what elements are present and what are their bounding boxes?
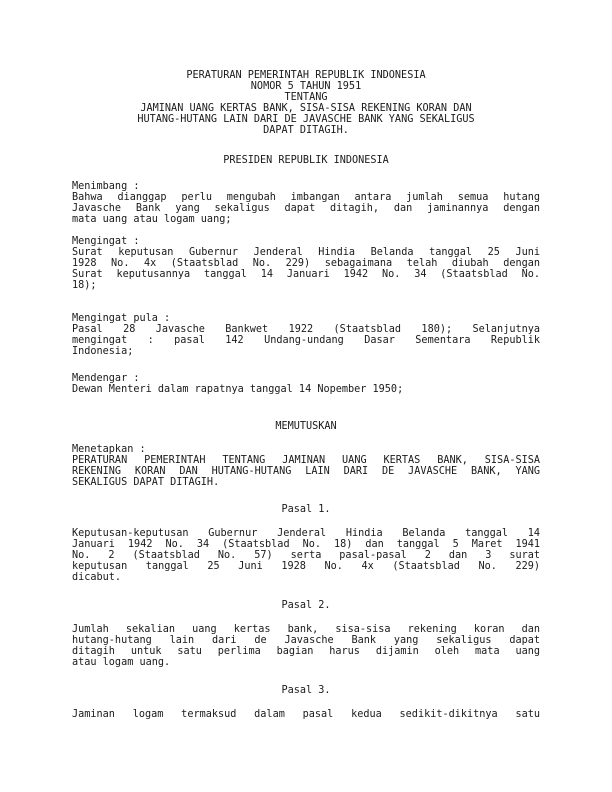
text-line: Bahwa dianggap perlu mengubah imbangan antara jumlah semua hutang (72, 192, 540, 203)
mengingat-pula-label: Mengingat pula : (72, 313, 171, 324)
president-heading: PRESIDEN REPUBLIK INDONESIA (223, 155, 389, 166)
text-line: No. 2 (Staatsblad No. 57) serta pasal-pasal 2 dan 3 surat (72, 550, 540, 561)
pasal-1-title: Pasal 1. (281, 504, 331, 515)
mendengar-text: Dewan Menteri dalam rapatnya tanggal 14 Nopember 1950; (72, 384, 404, 395)
pasal-1-text (72, 528, 540, 583)
text-line: keputusan tanggal 25 Juni 1928 No. 4x (Staatsblad No. 229) (72, 561, 540, 572)
memutuskan-heading: MEMUTUSKAN (275, 421, 337, 432)
mendengar-section (72, 373, 540, 395)
text-line: ditagih untuk satu perlima bagian harus dijamin oleh mata uang (72, 646, 540, 657)
menimbang-section (72, 181, 540, 225)
text-line: mengingat : pasal 142 Undang-undang Dasar Sementara Republik (72, 335, 540, 346)
menetapkan-text (72, 455, 540, 488)
menimbang-text (72, 192, 540, 225)
text-line: Pasal 28 Javasche Bankwet 1922 (Staatsblad 180); Selanjutnya (72, 324, 540, 335)
header-subject-line: JAMINAN UANG KERTAS BANK, SISA-SISA REKENING KORAN DAN (140, 103, 472, 114)
menetapkan-section (72, 444, 540, 488)
text-line: Surat keputusan Gubernur Jenderal Hindia Belanda tanggal 25 Juni (72, 247, 540, 258)
pasal-2-title: Pasal 2. (281, 600, 331, 611)
text-line: atau logam uang. (72, 657, 171, 668)
text-line: SEKALIGUS DAPAT DITAGIH. (72, 477, 220, 488)
mendengar-label: Mendengar : (72, 373, 140, 384)
mengingat-label: Mengingat : (72, 236, 140, 247)
text-line: dicabut. (72, 572, 122, 583)
pasal-3-title: Pasal 3. (281, 685, 331, 696)
text-line: 18); (72, 280, 97, 291)
text-line: Jaminan logam termaksud dalam pasal kedua sedikit-dikitnya satu (72, 709, 540, 720)
header-tentang-line: TENTANG (284, 92, 328, 103)
header-subject-line: DAPAT DITAGIH. (263, 125, 349, 136)
menimbang-label: Menimbang : (72, 181, 140, 192)
text-line: Indonesia; (72, 346, 134, 357)
text-line: Jumlah sekalian uang kertas bank, sisa-sisa rekening koran dan (72, 624, 540, 635)
text-line: mata uang atau logam uang; (72, 214, 232, 225)
text-line: hutang-hutang lain dari de Javasche Bank yang sekaligus dapat (72, 635, 540, 646)
text-line: Januari 1942 No. 34 (Staatsblad No. 18) dan tanggal 5 Maret 1941 (72, 539, 540, 550)
pasal-2-text (72, 624, 540, 668)
pasal-3-text (72, 709, 540, 720)
header-subject-line: HUTANG-HUTANG LAIN DARI DE JAVASCHE BANK YANG SEKALIGUS (137, 114, 475, 125)
text-line: PERATURAN PEMERINTAH TENTANG JAMINAN UANG KERTAS BANK, SISA-SISA (72, 455, 540, 466)
mengingat-text (72, 247, 540, 291)
text-line: Keputusan-keputusan Gubernur Jenderal Hindia Belanda tanggal 14 (72, 528, 540, 539)
document-header (72, 70, 540, 136)
mengingat-pula-text (72, 324, 540, 357)
header-title-line: PERATURAN PEMERINTAH REPUBLIK INDONESIA (186, 70, 426, 81)
text-line: REKENING KORAN DAN HUTANG-HUTANG LAIN DARI DE JAVASCHE BANK, YANG (72, 466, 540, 477)
text-line: Javasche Bank yang sekaligus dapat ditagih, dan jaminannya dengan (72, 203, 540, 214)
text-line: 1928 No. 4x (Staatsblad No. 229) sebagaimana telah diubah dengan (72, 258, 540, 269)
text-line: Surat keputusannya tanggal 14 Januari 1942 No. 34 (Staatsblad No. (72, 269, 540, 280)
header-number-line: NOMOR 5 TAHUN 1951 (250, 81, 362, 92)
mengingat-section (72, 236, 540, 291)
mengingat-pula-section (72, 313, 540, 357)
menetapkan-label: Menetapkan : (72, 444, 146, 455)
